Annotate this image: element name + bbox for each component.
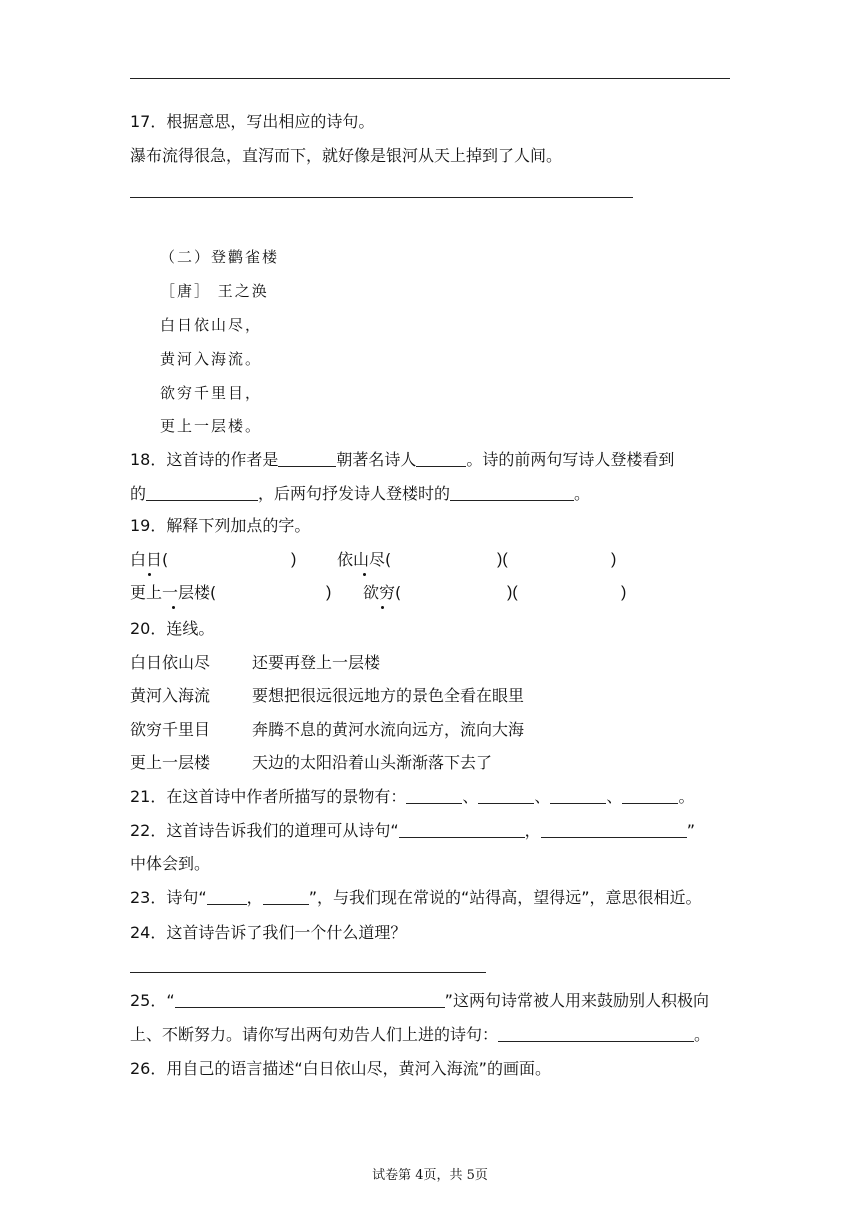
question-number: 21．: [130, 787, 167, 806]
question-text: ，: [246, 888, 263, 907]
q19-paren-close: ): [611, 551, 617, 568]
question-22-line2: 中体会到。: [130, 854, 211, 873]
question-17-meaning: 瀑布流得很急，直泻而下，就好像是银河从天上掉到了人间。: [130, 146, 563, 165]
fill-blank-verse-b[interactable]: [263, 888, 309, 905]
answer-line-24[interactable]: [130, 972, 486, 973]
dotted-char-text: 更上一层楼(: [130, 583, 217, 602]
question-text: ”这两句诗常被人用来鼓励别人积极向: [444, 991, 709, 1010]
fill-blank-advice-verse[interactable]: [498, 1025, 694, 1042]
poem-line-3: 欲穷千里目，: [160, 384, 263, 402]
question-number: 22．: [130, 821, 167, 840]
q19-paren-close: ): [621, 584, 627, 601]
question-number: 18．: [130, 450, 167, 469]
q19-paren-mid: )(: [497, 551, 508, 568]
match-right-3[interactable]: 奔腾不息的黄河水流向远方，流向大海: [252, 720, 525, 739]
separator: 、: [534, 787, 551, 806]
question-26: [130, 1058, 551, 1080]
question-text: 根据意思，写出相应的诗句。: [166, 112, 375, 131]
fill-blank-scenery-1[interactable]: [406, 787, 462, 804]
q19-paren-close: ): [326, 584, 332, 601]
question-number: 19．: [130, 516, 167, 535]
q19-paren-mid: )(: [507, 584, 518, 601]
question-19: [130, 515, 310, 537]
question-18: [130, 449, 674, 471]
separator: 、: [462, 787, 479, 806]
page-footer: 试卷第 4页，共 5页: [372, 1168, 488, 1183]
question-18-line2: [130, 483, 590, 505]
fill-blank-verse-2[interactable]: [541, 821, 687, 838]
question-number: 24．: [130, 923, 167, 942]
dotted-char-text: 白日(: [130, 550, 169, 569]
question-number: 26．: [130, 1059, 167, 1078]
q19-paren-close: ): [291, 551, 297, 568]
fill-blank-verse-encourage[interactable]: [175, 991, 445, 1008]
separator: 、: [606, 787, 623, 806]
q19-item-yiShanJin: [337, 549, 391, 571]
fill-blank-feeling[interactable]: [450, 484, 574, 501]
question-text: 朝著名诗人: [336, 450, 417, 469]
dotted-char-text: 依山尽(: [337, 550, 392, 569]
question-text: 的: [130, 484, 147, 503]
question-24: [130, 922, 406, 944]
fill-blank-scenery-3[interactable]: [550, 787, 606, 804]
poem-section-title: （二）登鹳雀楼: [160, 248, 280, 266]
match-right-4[interactable]: 天边的太阳沿着山头渐渐落下去了: [252, 753, 493, 772]
q19-item-gengShang: [130, 582, 216, 604]
match-left-3[interactable]: 欲穷千里目: [130, 720, 211, 739]
question-20: [130, 618, 214, 640]
question-text: 上、不断努力。请你写出两句劝告人们上进的诗句：: [130, 1025, 499, 1044]
question-25-line2: [130, 1024, 710, 1046]
question-text: 这首诗的作者是: [166, 450, 279, 469]
question-text: 。: [574, 484, 591, 503]
fill-blank-scenery-2[interactable]: [478, 787, 534, 804]
question-text: 用自己的语言描述“白日依山尽，黄河入海流”的画面。: [166, 1059, 551, 1078]
question-text: 。: [678, 787, 695, 806]
fill-blank-verse-a[interactable]: [207, 888, 247, 905]
match-left-4[interactable]: 更上一层楼: [130, 753, 211, 772]
top-rule: [130, 78, 730, 79]
question-23: [130, 887, 702, 909]
match-left-2[interactable]: 黄河入海流: [130, 686, 211, 705]
match-left-1[interactable]: 白日依山尽: [130, 653, 211, 672]
question-text: 。: [694, 1025, 711, 1044]
question-text: ，: [524, 821, 541, 840]
dotted-char-text: 欲穷(: [363, 583, 402, 602]
question-22: [130, 820, 695, 842]
question-text: 在这首诗中作者所描写的景物有：: [166, 787, 407, 806]
fill-blank-scene[interactable]: [146, 484, 258, 501]
fill-blank-dynasty[interactable]: [278, 450, 336, 467]
question-text: 诗句“: [166, 888, 207, 907]
q19-item-baiRi: [130, 549, 168, 571]
question-number: 25．: [130, 991, 167, 1010]
question-text: ”，与我们现在常说的“站得高，望得远”，意思很相近。: [308, 888, 702, 907]
question-text: ”: [686, 821, 695, 840]
poem-line-4: 更上一层楼。: [160, 417, 263, 435]
question-text: 这首诗告诉我们的道理可从诗句“: [166, 821, 399, 840]
question-text: “: [166, 991, 175, 1010]
question-text: 。诗的前两句写诗人登楼看到: [466, 450, 675, 469]
poem-line-1: 白日依山尽，: [160, 316, 263, 334]
fill-blank-verse-1[interactable]: [399, 821, 525, 838]
question-text: 解释下列加点的字。: [166, 516, 311, 535]
poem-author: ［唐］ 王之涣: [160, 282, 269, 300]
question-number: 17．: [130, 112, 167, 131]
match-right-2[interactable]: 要想把很远很远地方的景色全看在眼里: [252, 686, 525, 705]
question-21: [130, 786, 694, 808]
fill-blank-poet[interactable]: [416, 450, 466, 467]
answer-line-17[interactable]: [130, 197, 633, 198]
question-text: 连线。: [166, 619, 215, 638]
fill-blank-scenery-4[interactable]: [622, 787, 678, 804]
question-text: ，后两句抒发诗人登楼时的: [258, 484, 451, 503]
match-right-1[interactable]: 还要再登上一层楼: [252, 653, 381, 672]
q19-item-yuQiong: [363, 582, 401, 604]
question-25: [130, 990, 709, 1012]
question-number: 23．: [130, 888, 167, 907]
poem-line-2: 黄河入海流。: [160, 350, 263, 368]
question-number: 20．: [130, 619, 167, 638]
question-17: [130, 111, 374, 133]
question-text: 这首诗告诉了我们一个什么道理？: [166, 923, 407, 942]
